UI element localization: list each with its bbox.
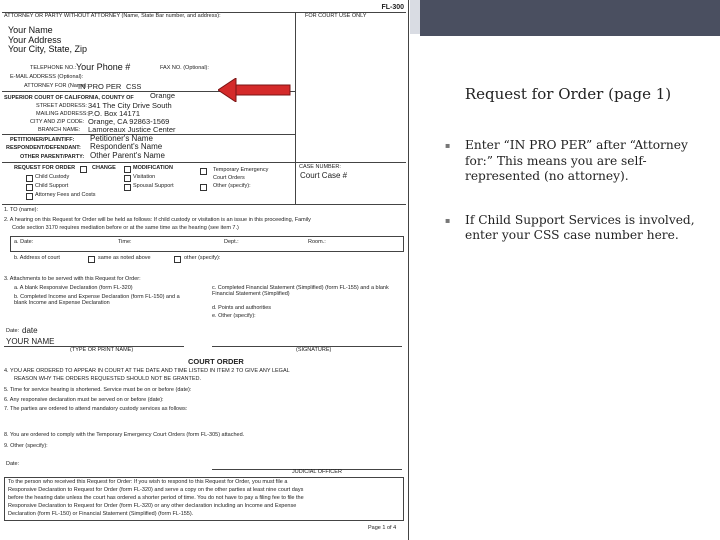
hearing-line-2: Code section 3170 requires mediation before or at the same time as the hearing (see item 7.)	[12, 225, 239, 231]
court-use-divider	[295, 12, 296, 162]
case-value: Court Case #	[300, 171, 348, 180]
court-address: b. Address of court	[14, 255, 60, 261]
attorney-name: Your Name	[8, 25, 53, 35]
form-rule-5	[2, 204, 406, 205]
slide-title: Request for Order (page 1)	[464, 85, 672, 103]
time-label: Time:	[118, 239, 132, 245]
visitation-checkbox	[124, 175, 131, 182]
mod-label: MODIFICATION	[133, 165, 173, 171]
custody-checkbox	[26, 175, 33, 182]
court-order-4b: REASON WHY THE ORDERS REQUESTED SHOULD NOT BE GRANTED.	[14, 376, 202, 382]
header-rule	[420, 34, 720, 36]
attorney-header: ATTORNEY OR PARTY WITHOUT ATTORNEY (Name, State Bar number, and address):	[4, 13, 221, 19]
header-band-accent	[410, 0, 420, 34]
to-line: 1. TO (name):	[4, 207, 39, 213]
mod-item: Spousal Support	[133, 183, 174, 189]
bullet-list	[445, 138, 707, 272]
mailing-value: P.O. Box 14171	[88, 109, 140, 118]
judicial-officer: JUDICIAL OFFICER	[292, 469, 342, 475]
street-value: 341 The City Drive South	[88, 101, 172, 110]
superior-court: SUPERIOR COURT OF CALIFORNIA, COUNTY OF	[4, 95, 134, 101]
red-arrow-icon	[218, 78, 292, 102]
bullet-marker-icon: ▪	[445, 141, 451, 150]
court-order-4: 4. YOU ARE ORDERED TO APPEAR IN COURT AT THE DATE AND TIME LISTED IN ITEM 2 TO GIVE ANY LEGAL	[4, 368, 290, 374]
court-order-9: 9. Other (specify):	[4, 443, 48, 449]
modification-checkbox	[124, 166, 131, 173]
bullet-item	[445, 213, 707, 244]
other-specify: other (specify):	[184, 255, 221, 261]
attorney-for-value: IN PRO PER	[78, 82, 122, 91]
respondent-label: RESPONDENT/DEFENDANT:	[6, 145, 81, 151]
telephone-value: Your Phone #	[76, 62, 131, 72]
attach-a: a. A blank Responsive Declaration (form FL-320)	[14, 285, 133, 291]
form-number: FL-300	[381, 4, 404, 11]
same-as: same as noted above	[98, 255, 151, 261]
county-value: Orange	[150, 91, 176, 100]
room-label: Room.:	[308, 239, 326, 245]
hearing-line: 2. A hearing on this Request for Order will be held as follows: If child custody or visitation is an issue in this proceeding, Family	[4, 217, 311, 223]
date-sig-label: Date:	[6, 328, 20, 334]
cityzip-label: CITY AND ZIP CODE:	[30, 119, 85, 125]
court-use-header: FOR COURT USE ONLY	[305, 13, 367, 19]
court-order-6: 6. Any responsive declaration must be served on or before (date):	[4, 397, 164, 403]
attorney-city: Your City, State, Zip	[8, 44, 88, 54]
support-checkbox	[26, 184, 33, 191]
notice-line: before the hearing date unless the court has ordered a shorter period of time. You do not have to pay a filing fee to file the	[8, 495, 304, 501]
telephone-label: TELEPHONE NO.:	[30, 65, 77, 71]
rfo-item: Child Support	[35, 183, 69, 189]
header-band	[410, 0, 720, 34]
spousal-checkbox	[124, 184, 131, 191]
rfo-label: REQUEST FOR ORDER	[14, 165, 76, 171]
hearing-box	[10, 236, 404, 252]
attach-e: e. Other (specify):	[212, 313, 256, 319]
form-rule-4	[2, 162, 406, 163]
fax-label: FAX NO. (Optional):	[160, 65, 209, 71]
case-label: CASE NUMBER:	[299, 164, 341, 170]
case-divider	[295, 162, 296, 204]
date-label: a. Date:	[14, 239, 34, 245]
css-value: CSS	[126, 82, 142, 91]
court-order-7: 7. The parties are ordered to attend mandatory custody services as follows:	[4, 406, 188, 412]
bullet-item	[445, 138, 707, 185]
other-checkbox	[200, 184, 207, 191]
respondent-value: Respondent's Name	[90, 142, 163, 151]
notice-line: To the person who received this Request for Order: If you wish to respond to this Request for Order, you must file a	[8, 479, 288, 485]
your-name: YOUR NAME	[6, 337, 55, 346]
attach-c: c. Completed Financial Statement (Simplified) (form FL-155) and a blank Financial Statement (Simplified)	[212, 285, 389, 297]
other-party-label: OTHER PARENT/PARTY:	[20, 154, 85, 160]
other-court-checkbox	[174, 256, 181, 263]
court-order-5: 5. Time for service hearing is shortened. Service must be on or before (date):	[4, 387, 192, 393]
street-label: STREET ADDRESS:	[36, 103, 87, 109]
rfo-change: CHANGE	[92, 165, 116, 171]
notice-line: Responsive Declaration to Request for Order (form FL-320) or any other declaration including an Income and Expense	[8, 503, 297, 509]
form-right-edge	[408, 0, 409, 540]
bullet-text: Enter “IN PRO PER” after “Attorney for:” This means you are self-represented (no attorney).	[465, 138, 688, 183]
attach-d: d. Points and authorities	[212, 305, 272, 311]
mod-item: Visitation	[133, 174, 156, 180]
branch-label: BRANCH NAME:	[38, 127, 81, 133]
notice-line: Responsive Declaration to Request for Order (form FL-320) and serve a copy on the other parties at least nine court days	[8, 487, 304, 493]
type-print: (TYPE OR PRINT NAME)	[70, 347, 134, 353]
court-order-8: 8. You are ordered to comply with the Temporary Emergency Court Orders (form FL-305) attached.	[4, 432, 245, 438]
date-value: date	[22, 326, 38, 335]
same-checkbox	[88, 256, 95, 263]
temp-item: Court Orders	[213, 175, 245, 181]
attachments-label: 3. Attachments to be served with this Request for Order:	[4, 276, 141, 282]
mailing-label: MAILING ADDRESS:	[36, 111, 88, 117]
petitioner-label: PETITIONER/PLAINTIFF:	[10, 137, 75, 143]
cityzip-value: Orange, CA 92863-1569	[88, 117, 170, 126]
change-checkbox	[80, 166, 87, 173]
signature-caption: (SIGNATURE)	[296, 347, 332, 353]
temp-checkbox	[200, 168, 207, 175]
email-label: E-MAIL ADDRESS (Optional):	[10, 74, 84, 80]
court-order-date: Date:	[6, 461, 20, 467]
attorney-for-label: ATTORNEY FOR (Name):	[24, 83, 88, 89]
fees-checkbox	[26, 193, 33, 200]
court-order-heading: COURT ORDER	[188, 357, 244, 366]
rfo-item: Child Custody	[35, 174, 70, 180]
notice-line: Declaration (form FL-150) or Financial Statement (Simplified) (form FL-155).	[8, 511, 194, 517]
temp-item: Other (specify):	[213, 183, 251, 189]
bullet-marker-icon: ▪	[445, 215, 451, 225]
other-party-value: Other Parent's Name	[90, 151, 165, 160]
attorney-address: Your Address	[8, 35, 62, 45]
page-number: Page 1 of 4	[368, 525, 397, 531]
temp-item: Temporary Emergency	[213, 167, 269, 173]
attach-b: b. Completed Income and Expense Declaration (form FL-150) and a blank Income and Expense Declaration	[14, 294, 180, 306]
petitioner-value: Petitioner's Name	[90, 134, 153, 143]
bullet-text: If Child Support Services is involved, enter your CSS case number here.	[465, 212, 695, 242]
rfo-item: Attorney Fees and Costs	[35, 192, 96, 198]
dept-label: Dept.:	[224, 239, 239, 245]
branch-value: Lamoreaux Justice Center	[88, 125, 176, 134]
